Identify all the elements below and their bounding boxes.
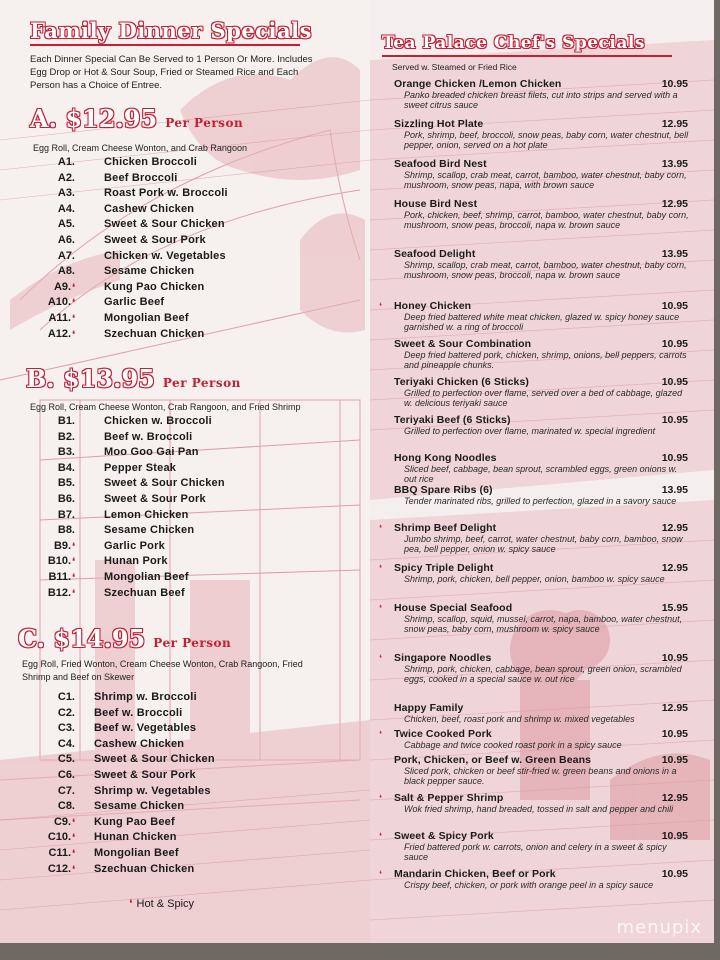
item-name: Kung Pao Beef — [94, 815, 175, 828]
chili-pepper-icon: ❛ — [72, 540, 75, 551]
list-item — [0, 707, 330, 723]
item-name: Cashew Chicken — [94, 737, 185, 750]
list-item — [0, 431, 330, 447]
dish-item — [370, 602, 710, 652]
dish-name: Mandarin Chicken, Beef or Pork — [394, 868, 556, 880]
list-item — [0, 722, 330, 738]
dish-item — [370, 792, 710, 830]
item-code: C12.❛ — [47, 862, 75, 875]
list-item — [0, 156, 330, 172]
dish-description: Shrimp, scallop, crab meat, carrot, bamboo, water chestnut, baby corn, mushroom, snow peas, broccoli, napa w. brown sauce — [404, 260, 687, 280]
dish-item — [370, 522, 710, 562]
item-code: A3. — [57, 187, 75, 200]
dish-price: 12.95 — [661, 702, 688, 714]
item-code: C7. — [57, 784, 75, 797]
list-item — [0, 524, 330, 540]
legend-label: Hot & Spicy — [136, 898, 195, 910]
item-name: Mongolian Beef — [94, 846, 179, 859]
title-underline — [30, 44, 300, 46]
tier-c-unit: Per Person — [153, 636, 232, 650]
family-dinner-title: Family Dinner Specials — [30, 18, 312, 43]
list-item — [0, 509, 330, 525]
list-item — [0, 493, 330, 509]
item-name: Hunan Chicken — [94, 831, 177, 844]
dish-name: BBQ Spare Ribs (6) — [394, 484, 493, 496]
list-item — [0, 203, 330, 219]
dish-item — [370, 414, 710, 452]
item-name: Pepper Steak — [104, 461, 177, 474]
list-item — [0, 555, 330, 571]
dish-price: 10.95 — [661, 754, 688, 766]
chili-pepper-icon: ❛ — [129, 898, 133, 910]
chili-pepper-icon: ❛ — [72, 556, 75, 567]
list-item — [0, 234, 330, 250]
dish-price: 10.95 — [661, 652, 688, 664]
dish-item — [370, 562, 710, 602]
list-item — [0, 847, 330, 863]
dish-price: 10.95 — [661, 414, 688, 426]
dish-name: Sweet & Spicy Pork — [394, 830, 494, 842]
chili-pepper-icon: ❛ — [72, 863, 75, 874]
chili-pepper-icon: ❛ — [72, 328, 75, 339]
list-item — [0, 250, 330, 266]
dish-item — [370, 830, 710, 868]
dish-name: Sizzling Hot Plate — [394, 118, 484, 130]
dish-name: Teriyaki Beef (6 Sticks) — [394, 414, 511, 426]
item-name: Sweet & Sour Chicken — [94, 753, 215, 766]
chili-pepper-icon: ❛ — [72, 297, 75, 308]
list-item — [0, 415, 330, 431]
dish-description: Shrimp, scallop, crab meat, carrot, bamboo, water chestnut, baby corn, mushroom, snow peas, napa, with brown sauce — [404, 170, 687, 190]
dish-price: 10.95 — [661, 868, 688, 880]
dish-price: 12.95 — [661, 792, 688, 804]
chili-pepper-icon: ❛ — [72, 571, 75, 582]
item-code: C4. — [57, 737, 75, 750]
dish-item — [370, 198, 710, 248]
item-name: Chicken w. Broccoli — [104, 415, 212, 427]
dish-price: 12.95 — [661, 562, 688, 574]
item-code: B9.❛ — [53, 539, 75, 552]
dish-name: Spicy Triple Delight — [394, 562, 494, 574]
dish-price: 10.95 — [661, 300, 688, 312]
item-name: Shrimp w. Broccoli — [94, 691, 197, 703]
dish-item — [370, 452, 710, 484]
tier-a-unit: Per Person — [165, 116, 244, 130]
chili-pepper-icon: ❛ — [379, 603, 382, 613]
item-name: Lemon Chicken — [104, 508, 189, 521]
chili-pepper-icon: ❛ — [379, 301, 382, 311]
list-item — [0, 587, 330, 603]
item-code: C6. — [57, 768, 75, 781]
item-code: C8. — [57, 800, 75, 813]
tier-b-includes: Egg Roll, Cream Cheese Wonton, Crab Rangoon, and Fried Shrimp — [30, 402, 301, 412]
tier-b-price: B. $13.95 Per Person — [26, 364, 241, 393]
dish-name: House Bird Nest — [394, 198, 478, 210]
item-name: Mongolian Beef — [104, 570, 189, 583]
list-item — [0, 540, 330, 556]
chili-pepper-icon: ❛ — [379, 831, 382, 841]
chili-pepper-icon: ❛ — [379, 869, 382, 879]
list-item — [0, 738, 330, 754]
chili-pepper-icon: ❛ — [72, 832, 75, 843]
tier-a-price: A. $12.95 Per Person — [30, 104, 244, 133]
list-item — [0, 187, 330, 203]
item-code: B8. — [57, 524, 75, 537]
item-code: C3. — [57, 722, 75, 735]
item-code: A11.❛ — [48, 311, 75, 324]
chili-pepper-icon: ❛ — [72, 281, 75, 292]
dish-description: Shrimp, pork, chicken, bell pepper, onion, bamboo w. spicy sauce — [404, 574, 665, 584]
item-name: Chicken Broccoli — [104, 156, 198, 168]
item-code: C9.❛ — [53, 815, 75, 828]
item-code: A5. — [57, 218, 75, 231]
list-item — [0, 571, 330, 587]
list-item — [0, 462, 330, 478]
item-name: Beef w. Broccoli — [104, 430, 193, 443]
dish-name: Twice Cooked Pork — [394, 728, 492, 740]
dish-name: Honey Chicken — [394, 300, 472, 312]
dish-description: Chicken, beef, roast pork and shrimp w. mixed vegetables — [404, 714, 635, 724]
list-item — [0, 446, 330, 462]
dish-description: Fried battered pork w. carrots, onion and celery in a sweet & spicy sauce — [404, 842, 667, 862]
dish-name: Shrimp Beef Delight — [394, 522, 497, 534]
item-name: Beef w. Broccoli — [94, 706, 183, 719]
dish-price: 12.95 — [661, 522, 688, 534]
item-name: Sesame Chicken — [94, 800, 185, 813]
item-code: C1. — [57, 691, 75, 703]
list-item — [0, 691, 330, 707]
chili-pepper-icon: ❛ — [379, 563, 382, 573]
dish-description: Deep fried battered pork, chicken, shrimp, onions, bell peppers, carrots and pineapple chunks. — [404, 350, 687, 370]
list-item — [0, 785, 330, 801]
dish-name: Happy Family — [394, 702, 464, 714]
item-name: Garlic Pork — [104, 539, 165, 552]
spicy-legend — [128, 897, 194, 910]
item-code: C11.❛ — [48, 846, 75, 859]
dish-description: Jumbo shrimp, beef, carrot, water chestnut, baby corn, bamboo, snow pea, bell pepper, onion w. spicy sauce — [404, 534, 683, 554]
item-name: Sesame Chicken — [104, 524, 195, 537]
dish-name: Hong Kong Noodles — [394, 452, 497, 464]
title-underline — [382, 55, 672, 57]
dish-description: Grilled to perfection over flame, served over a bed of cabbage, glazed w. delicious teriyaki sauce — [404, 388, 683, 408]
chefs-specials-list — [370, 78, 710, 894]
dish-item — [370, 868, 710, 894]
list-item — [0, 281, 330, 297]
item-name: Garlic Beef — [104, 296, 165, 309]
item-name: Roast Pork w. Broccoli — [104, 187, 228, 200]
dish-description: Tender marinated ribs, grilled to perfection, glazed in a savory sauce — [404, 496, 677, 506]
item-name: Cashew Chicken — [104, 202, 195, 215]
chili-pepper-icon: ❛ — [379, 729, 382, 739]
list-item — [0, 800, 330, 816]
item-name: Chicken w. Vegetables — [104, 249, 226, 262]
chefs-specials-title: Tea Palace Chef's Specials — [382, 33, 645, 53]
item-code: A4. — [57, 202, 75, 215]
dish-name: Singapore Noodles — [394, 652, 492, 664]
dish-price: 10.95 — [661, 728, 688, 740]
dish-description: Shrimp, scallop, squid, mussel, carrot, napa, bamboo, water chestnut, snow peas, baby corn, mushroom w. spicy sauce — [404, 614, 683, 634]
item-name: Mongolian Beef — [104, 311, 189, 324]
dish-description: Panko breaded chicken breast filets, cut into strips and served with a sweet citrus sauce — [404, 90, 678, 110]
item-code: A8. — [57, 265, 75, 278]
list-item — [0, 816, 330, 832]
dish-description: Pork, chicken, beef, shrimp, carrot, bamboo, water chestnut, baby corn, mushroom, snow peas, broccoli, napa w. brown sauce — [404, 210, 689, 230]
dish-price: 12.95 — [661, 198, 688, 210]
dish-item — [370, 754, 710, 792]
dish-item — [370, 728, 710, 754]
item-code: B10.❛ — [47, 555, 75, 568]
list-item — [0, 863, 330, 879]
dish-description: Sliced beef, cabbage, bean sprout, scrambled eggs, green onions w. out rice — [404, 464, 678, 484]
item-code: B12.❛ — [47, 586, 75, 599]
dish-item — [370, 248, 710, 300]
item-code: A9.❛ — [53, 280, 75, 293]
chili-pepper-icon: ❛ — [379, 523, 382, 533]
dish-item — [370, 702, 710, 728]
item-code: B7. — [57, 508, 75, 521]
dish-description: Deep fried battered white meat chicken, glazed w. spicy honey sauce garnished w. a ring of broccoli — [404, 312, 680, 332]
list-item — [0, 831, 330, 847]
item-code: A7. — [57, 249, 75, 262]
dish-price: 15.95 — [661, 602, 688, 614]
dish-item — [370, 376, 710, 414]
item-code: A1. — [57, 156, 75, 168]
chili-pepper-icon: ❛ — [72, 587, 75, 598]
item-name: Szechuan Beef — [104, 586, 185, 599]
dish-item — [370, 484, 710, 522]
item-code: B1. — [57, 415, 75, 427]
dish-description: Wok fried shrimp, hand breaded, tossed in salt and pepper and chili — [404, 804, 674, 814]
dish-item — [370, 118, 710, 158]
dish-name: Sweet & Sour Combination — [394, 338, 532, 350]
dish-name: Seafood Bird Nest — [394, 158, 487, 170]
dish-description: Pork, shrimp, beef, broccoli, snow peas, baby corn, water chestnut, bell pepper, onion, served on a hot plate — [404, 130, 689, 150]
dish-description: Crispy beef, chicken, or pork with orange peel in a spicy sauce — [404, 880, 654, 890]
item-name: Sweet & Sour Chicken — [104, 477, 225, 490]
dish-price: 13.95 — [661, 248, 688, 260]
dish-price: 12.95 — [661, 118, 688, 130]
chili-pepper-icon: ❛ — [72, 847, 75, 858]
tier-a-items — [0, 156, 330, 343]
item-name: Szechuan Chicken — [104, 327, 205, 340]
dish-price: 13.95 — [661, 158, 688, 170]
item-name: Szechuan Chicken — [94, 862, 195, 875]
item-code: A12.❛ — [47, 327, 75, 340]
dish-name: Salt & Pepper Shrimp — [394, 792, 504, 804]
tier-a-includes: Egg Roll, Cream Cheese Wonton, and Crab Rangoon — [33, 143, 247, 153]
chili-pepper-icon: ❛ — [379, 653, 382, 663]
dish-item — [370, 78, 710, 118]
item-code: B2. — [57, 430, 75, 443]
dish-item — [370, 300, 710, 338]
watermark-logo: menupix — [616, 917, 702, 938]
item-name: Hunan Pork — [104, 555, 168, 568]
list-item — [0, 477, 330, 493]
list-item — [0, 172, 330, 188]
dish-item — [370, 158, 710, 198]
dish-price: 10.95 — [661, 830, 688, 842]
family-dinner-intro: Each Dinner Special Can Be Served to 1 Person Or More. Includes Egg Drop or Hot & Sour Soup, Fried or Steamed Rice and Each Person has a Choice of Entree. — [30, 54, 313, 91]
item-code: C5. — [57, 753, 75, 766]
tier-c-price: C. $14.95 Per Person — [18, 624, 232, 653]
chili-pepper-icon: ❛ — [379, 793, 382, 803]
dish-price: 10.95 — [661, 376, 688, 388]
item-code: B6. — [57, 492, 75, 505]
chili-pepper-icon: ❛ — [72, 816, 75, 827]
item-code: A10.❛ — [47, 296, 75, 309]
list-item — [0, 218, 330, 234]
list-item — [0, 265, 330, 281]
tier-c-includes: Egg Roll, Fried Wonton, Cream Cheese Wonton, Crab Rangoon, Fried Shrimp and Beef on Skewer — [22, 659, 303, 682]
dish-price: 10.95 — [661, 452, 688, 464]
item-name: Beef w. Vegetables — [94, 722, 197, 735]
item-name: Sesame Chicken — [104, 265, 195, 278]
dish-description: Sliced pork, chicken or beef stir-fried w. green beans and onions in a black pepper sauce. — [404, 766, 677, 786]
dish-name: Pork, Chicken, or Beef w. Green Beans — [394, 754, 592, 766]
list-item — [0, 753, 330, 769]
item-name: Shrimp w. Vegetables — [94, 784, 211, 797]
item-code: B5. — [57, 477, 75, 490]
item-code: A2. — [57, 171, 75, 184]
item-name: Kung Pao Chicken — [104, 280, 205, 293]
dish-name: Teriyaki Chicken (6 Sticks) — [394, 376, 529, 388]
dish-price: 10.95 — [661, 338, 688, 350]
list-item — [0, 296, 330, 312]
item-name: Beef Broccoli — [104, 171, 178, 184]
dish-item — [370, 652, 710, 702]
dish-name: Orange Chicken /Lemon Chicken — [394, 78, 562, 90]
dish-price: 10.95 — [661, 78, 688, 90]
dish-item — [370, 338, 710, 376]
item-name: Moo Goo Gai Pan — [104, 446, 199, 459]
tier-c-items — [0, 691, 330, 878]
dish-name: Seafood Delight — [394, 248, 476, 260]
tier-b-items — [0, 415, 330, 602]
tier-b-unit: Per Person — [162, 376, 241, 390]
right-menu-page — [370, 0, 714, 943]
item-code: B11.❛ — [48, 570, 75, 583]
dish-name: House Special Seafood — [394, 602, 513, 614]
item-code: C10.❛ — [47, 831, 75, 844]
item-code: B3. — [57, 446, 75, 459]
item-code: B4. — [57, 461, 75, 474]
item-code: A6. — [57, 233, 75, 246]
list-item — [0, 328, 330, 344]
item-code: C2. — [57, 706, 75, 719]
chefs-specials-subtitle: Served w. Steamed or Fried Rice — [392, 62, 517, 72]
dish-description: Cabbage and twice cooked roast pork in a spicy sauce — [404, 740, 622, 750]
item-name: Sweet & Sour Chicken — [104, 218, 225, 231]
chili-pepper-icon: ❛ — [72, 312, 75, 323]
item-name: Sweet & Sour Pork — [94, 768, 196, 781]
item-name: Sweet & Sour Pork — [104, 492, 206, 505]
dish-price: 13.95 — [661, 484, 688, 496]
list-item — [0, 312, 330, 328]
dish-description: Grilled to perfection over flame, marinated w. special ingredient — [404, 426, 656, 436]
dish-description: Shrimp, pork, chicken, cabbage, bean sprout, green onion, scrambled eggs, cooked in a special sauce w. out rice — [404, 664, 682, 684]
item-name: Sweet & Sour Pork — [104, 233, 206, 246]
list-item — [0, 769, 330, 785]
